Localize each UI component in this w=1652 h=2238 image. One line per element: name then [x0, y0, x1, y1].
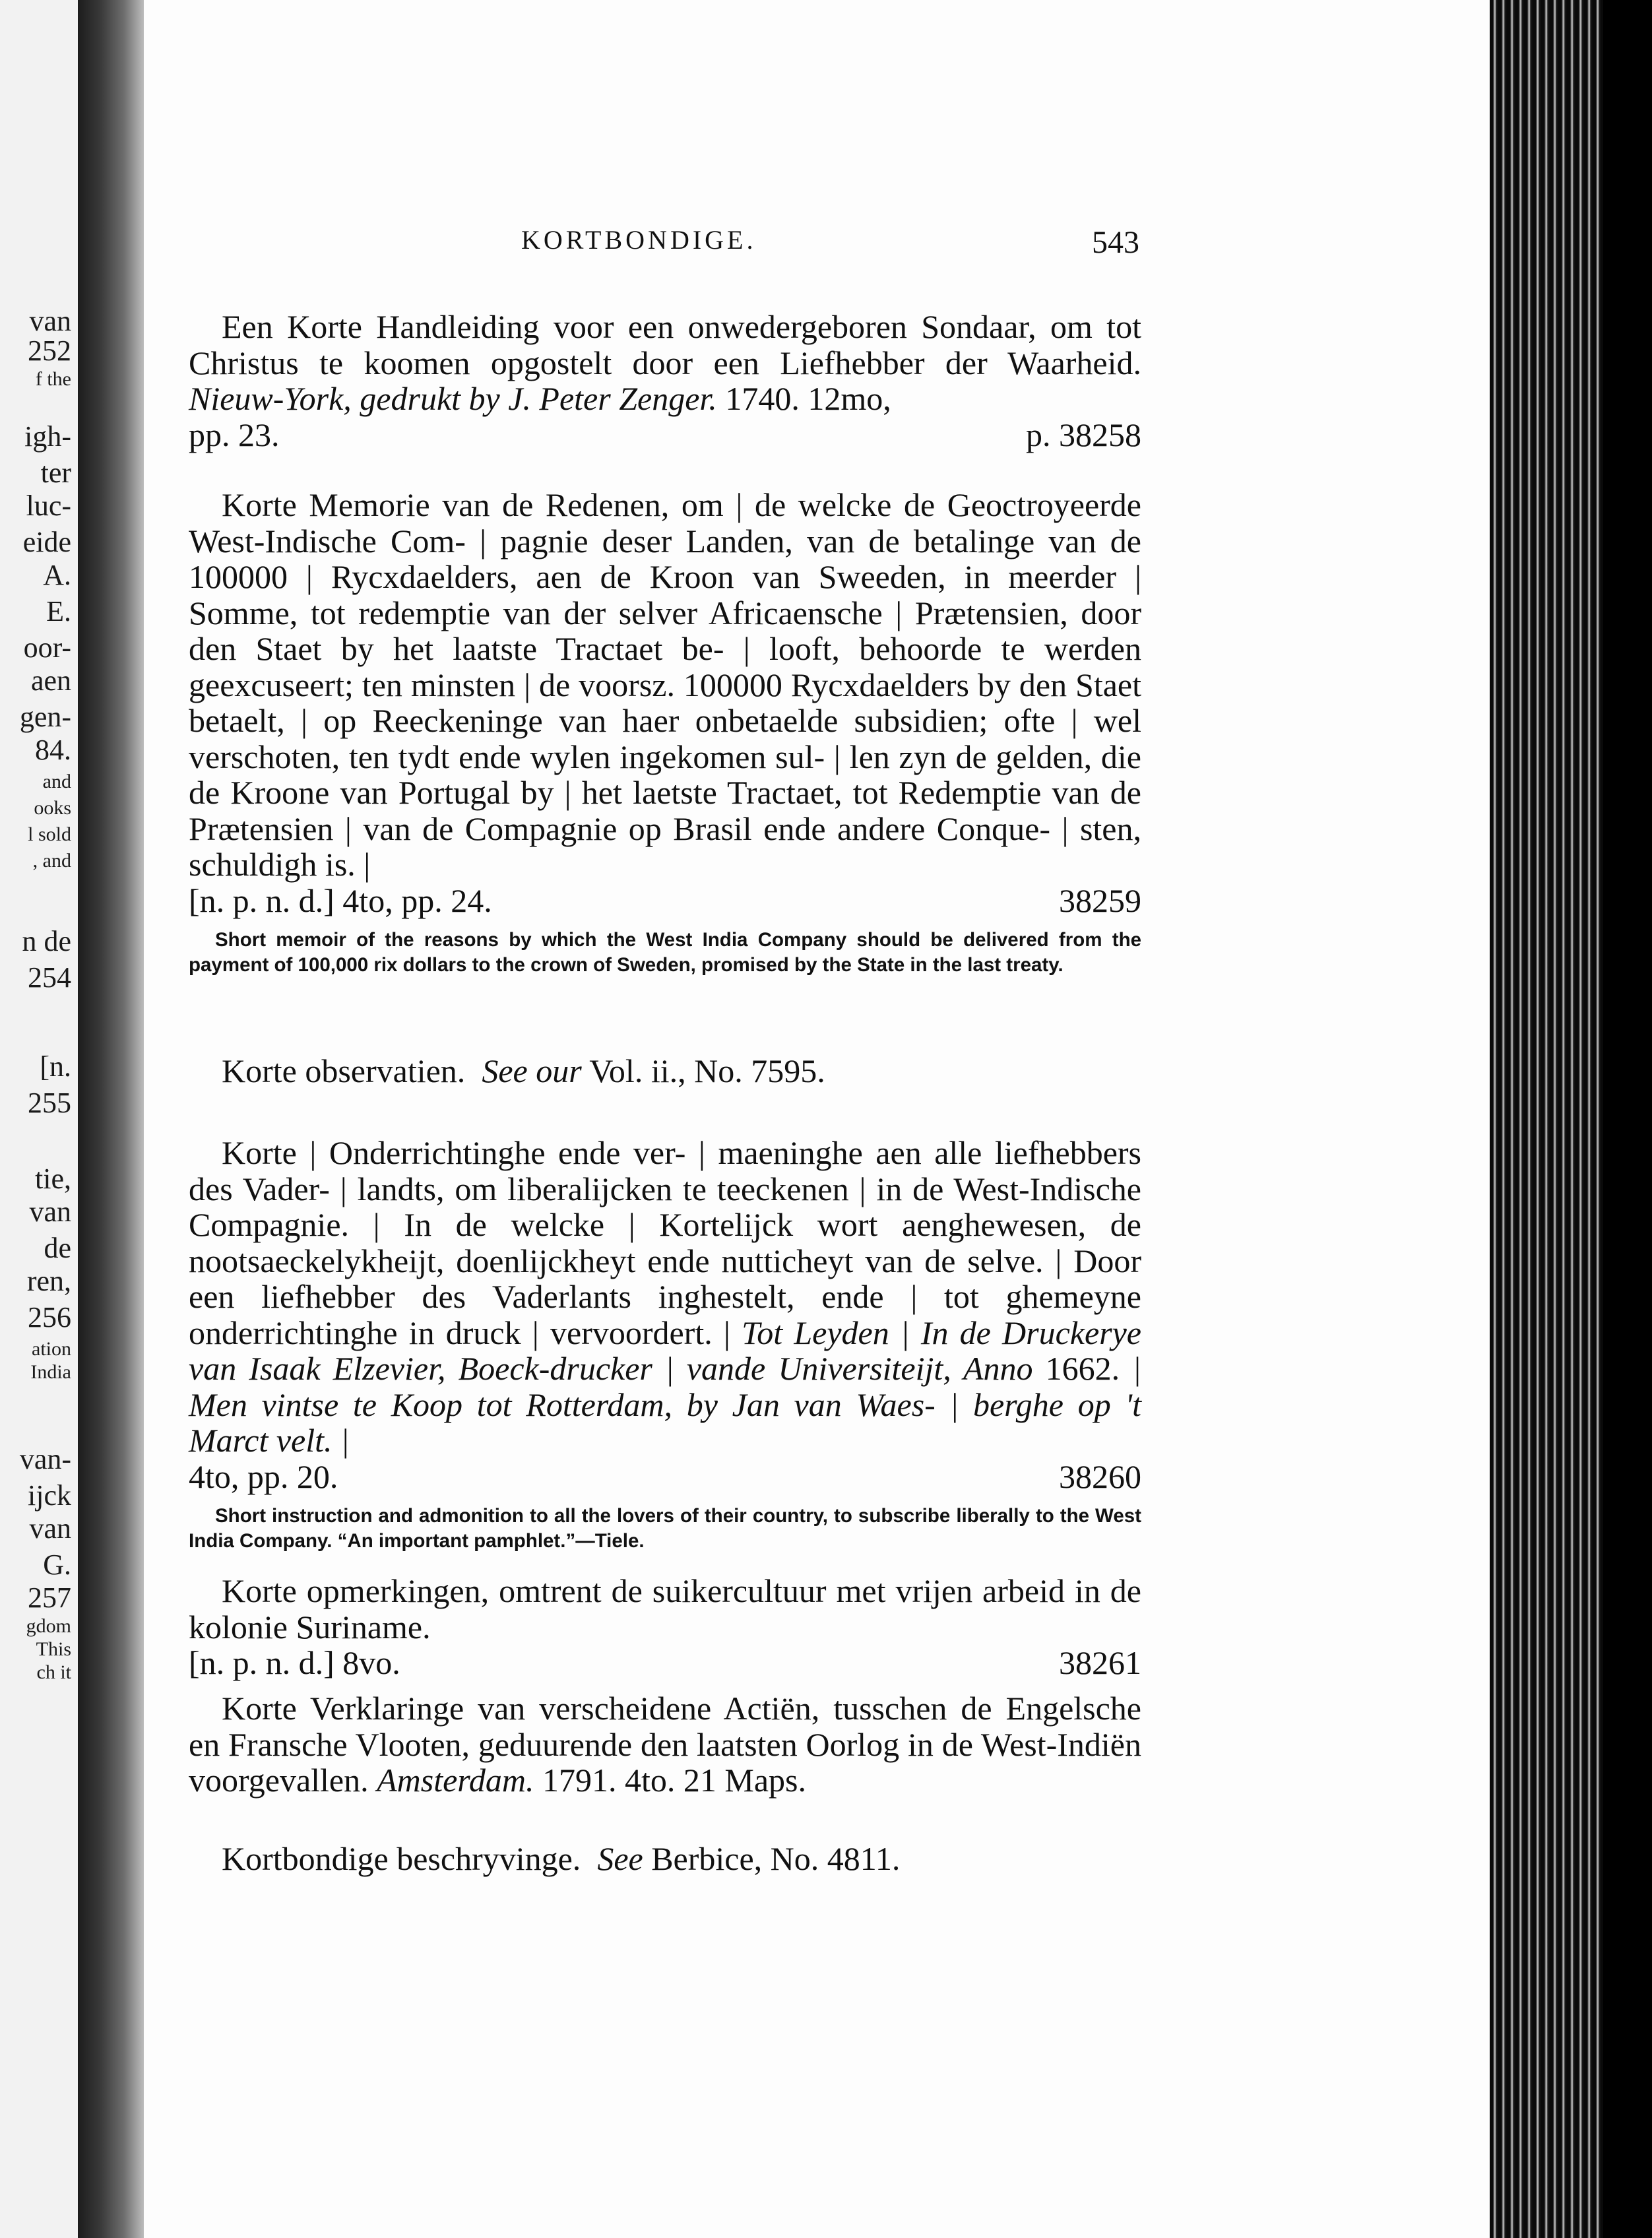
- entry-imprint: Tot Leyden | In de Druckerye van Isaak Elzevier, Boeck-drucker | vande Universiteijt, Anno: [189, 1314, 1141, 1387]
- entry-imprint-continued: | Men vintse te Koop tot Rotterdam, by Jan van Waes- | berghe op 't Marct velt. |: [189, 1350, 1141, 1459]
- previous-page-fragment: 84.: [35, 734, 71, 766]
- previous-page-fragment: van: [29, 305, 71, 337]
- entry-format: 1791. 4to. 21 Maps.: [542, 1762, 807, 1799]
- entry-note: Short instruction and admonition to all the lovers of their country, to subscribe liberally to the West India Company. “An important pamphlet.”—Tiele.: [189, 1505, 1141, 1552]
- entry-imprint: Nieuw-York, gedrukt by J. Peter Zenger.: [189, 380, 717, 417]
- entry-id: p. 38258: [1026, 416, 1141, 453]
- entry-footer: [189, 883, 1141, 919]
- see-label: See our: [482, 1052, 582, 1089]
- page-number: 543: [1092, 225, 1139, 260]
- previous-page-fragment: India: [30, 1361, 71, 1383]
- entry-text: Kortbondige beschryvinge. See Berbice, No. 4811.: [222, 1840, 901, 1877]
- previous-page-fragment: oor-: [23, 631, 71, 664]
- previous-page-fragment: 257: [28, 1582, 71, 1614]
- book-gutter: [78, 0, 144, 2238]
- entry-id: 38260: [1059, 1457, 1141, 1495]
- entry-text: Korte Memorie van de Redenen, om | de welcke de Geoctroyeerde West-Indische Com- | pagnie deser Landen, van de betalinge van de 100000 | Rycxdaelders, aen de Kroon van Sweeden, in meerder | Somme, tot redemptie van der selver Africaensche | Prætensien, door den Staet by het laatste Tractaet be- | looft, behoorde te werden geexcuseert; ten minsten | de voorsz. 100000 Rycxdaelders by den Staet betaelt, | op Reeckeninge van haer onbetaelde subsidien; ofte | wel verschoten, ten tydt ende wylen ingekomen sul- | len zyn de gelden, die de Kroone van Portugal by | het laetste Tractaet, tot Redemptie van de Prætensien | van de Compagnie op Brasil ende andere Conque- | sten, schuldigh is. |: [189, 486, 1141, 883]
- previous-page-fragment: 252: [28, 335, 71, 367]
- previous-page-fragment: luc-: [26, 490, 71, 522]
- previous-page-fragment: A.: [43, 559, 71, 591]
- entry-kortbondige: [189, 1841, 1141, 1877]
- previous-page-fragment: de: [44, 1232, 71, 1264]
- cross-reference: Vol. ii., No. 7595.: [589, 1052, 825, 1089]
- entry-text: Korte opmerkingen, omtrent de suikercultuur met vrijen arbeid in de kolonie Suriname.: [189, 1572, 1141, 1646]
- entry-year: 1662.: [1045, 1350, 1120, 1387]
- entry-text: Korte observatien. See our Vol. ii., No. 7595.: [222, 1052, 825, 1089]
- entry-id: 38261: [1059, 1644, 1141, 1681]
- entry-text: Een Korte Handleiding voor een onwedergeboren Sondaar, om tot Christus te koomen opgostelt door een Liefhebber der Waarheid. Nieuw-York, gedrukt by J. Peter Zenger. 1740. 12mo,: [189, 308, 1141, 417]
- entry-pages: pp. 23.: [189, 416, 280, 453]
- entry-note: Short memoir of the reasons by which the West India Company should be delivered from the payment of 100,000 rix dollars to the crown of Sweden, promised by the State in the last treaty.: [189, 929, 1141, 976]
- entry-imprint: Amsterdam.: [377, 1762, 534, 1799]
- entry-korte-verklaringe: [189, 1690, 1141, 1799]
- entry-38260: [189, 1135, 1141, 1554]
- entry-id: 38259: [1059, 881, 1141, 919]
- see-label: See: [597, 1840, 643, 1877]
- previous-page-fragment: l sold: [28, 823, 71, 845]
- entry-text: Korte Verklaringe van verscheidene Actiën, tusschen de Engelsche en Fransche Vlooten, geduurende den laatsten Oorlog in de West-Indiën voorgevallen. Amsterdam. 1791. 4to. 21 Maps.: [189, 1690, 1141, 1799]
- entry-format: 4to, pp. 20.: [189, 1457, 338, 1495]
- previous-page-fragment: 256: [28, 1301, 71, 1333]
- scan-border: [1603, 0, 1652, 2238]
- previous-page-fragment: ation: [32, 1338, 71, 1360]
- previous-page-fragment: van: [29, 1512, 71, 1545]
- entry-imprint: [n. p. n. d.] 4to, pp. 24.: [189, 881, 492, 919]
- previous-page-fragment: n de: [22, 925, 71, 957]
- entry-format: 1740. 12mo,: [725, 380, 891, 417]
- previous-page-fragment: van-: [19, 1443, 71, 1475]
- previous-page-fragment: This: [36, 1638, 71, 1660]
- previous-page-fragment: eide: [22, 526, 71, 558]
- previous-page-fragment: ter: [40, 457, 71, 489]
- previous-page-fragment: gdom: [26, 1615, 71, 1637]
- entry-footer: [189, 1645, 1141, 1681]
- previous-page-fragment: ooks: [34, 797, 71, 819]
- entry-38261: [189, 1573, 1141, 1681]
- previous-page-fragment: and: [42, 771, 71, 792]
- entry-see-reference: [189, 1053, 1141, 1089]
- running-title: KORTBONDIGE.: [521, 225, 757, 255]
- previous-page-fragment: ijck: [28, 1479, 71, 1512]
- previous-page-fragment: tie,: [35, 1163, 71, 1195]
- previous-page-fragment: [n.: [40, 1050, 71, 1083]
- previous-page-fragment: G.: [43, 1549, 71, 1581]
- previous-page-fragment: ch it: [36, 1661, 71, 1683]
- previous-page-fragment: , and: [32, 850, 71, 872]
- previous-page-margin: [0, 0, 78, 2238]
- cross-reference: Berbice, No. 4811.: [651, 1840, 901, 1877]
- previous-page-fragment: ren,: [26, 1265, 71, 1297]
- previous-page-fragment: van: [29, 1196, 71, 1228]
- previous-page-fragment: f the: [35, 368, 71, 390]
- previous-page-fragment: igh-: [24, 420, 71, 453]
- entry-footer: [189, 1459, 1141, 1495]
- previous-page-fragment: 255: [28, 1087, 71, 1119]
- previous-page-fragment: E.: [46, 595, 71, 627]
- previous-page-fragment: gen-: [19, 701, 71, 733]
- entry-38258: [189, 309, 1141, 453]
- previous-page-fragment: aen: [30, 664, 71, 697]
- entry-footer: [189, 417, 1141, 453]
- entry-text: Korte | Onderrichtinghe ende ver- | maeninghe aen alle liefhebbers des Vader- | landts, om liberalijcken te teeckenen | in de West-Indische Compagnie. | In de welcke | Kortelijck wort aenghewesen, de nootsaeckelykheijt, doenlijckheyt ende nutticheyt van de selve. | Door een liefhebber des Vaderlants inghestelt, ende | tot ghemeyne onderrichtinghe in druck | vervoordert. | Tot Leyden | In de Druckerye van Isaak Elzevier, Boeck-drucker | vande Universiteijt, Anno 1662. | Men vintse te Koop tot Rotterdam, by Jan van Waes- | berghe op 't Marct velt. |: [189, 1134, 1141, 1459]
- entry-format: [n. p. n. d.] 8vo.: [189, 1644, 400, 1681]
- entry-38259: [189, 487, 1141, 978]
- previous-page-fragment: 254: [28, 961, 71, 994]
